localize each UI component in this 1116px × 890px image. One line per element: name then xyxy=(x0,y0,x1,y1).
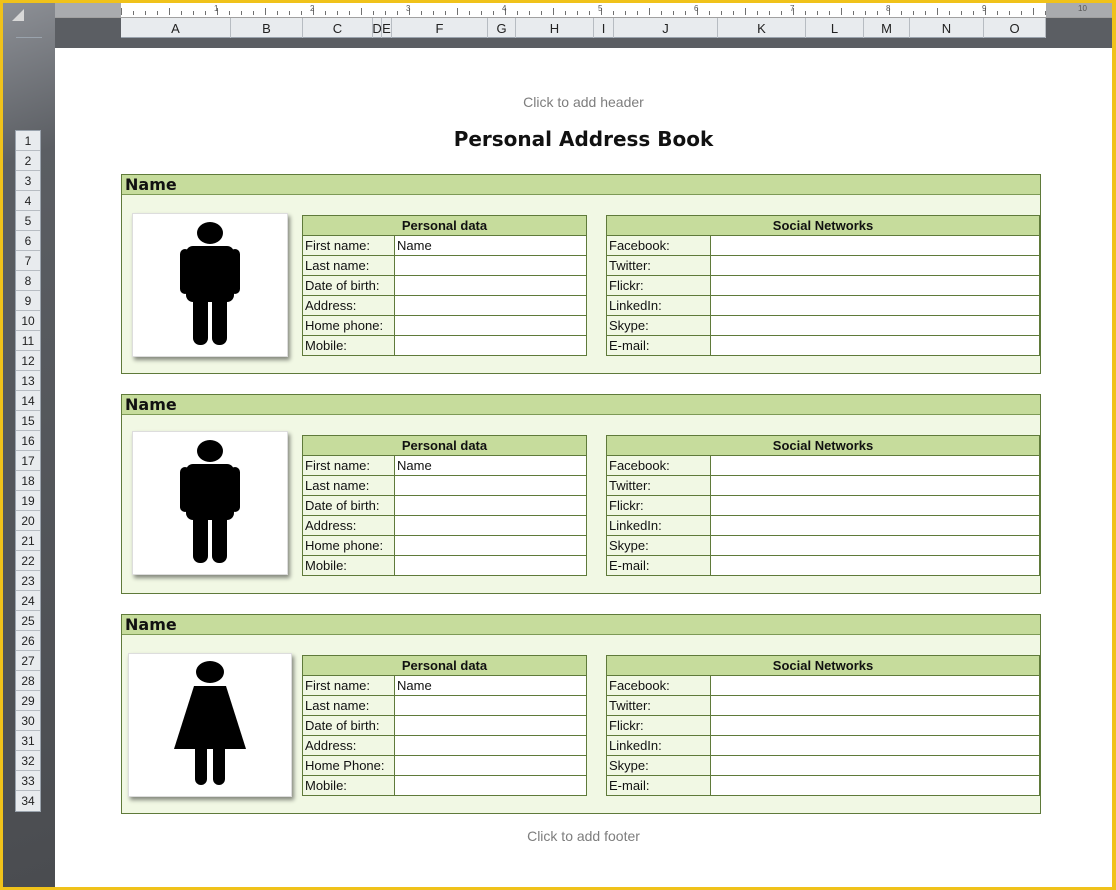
ruler-tick xyxy=(517,11,518,15)
column-header-h[interactable]: H xyxy=(516,18,594,38)
network-label: Flickr: xyxy=(607,276,711,296)
table-row xyxy=(303,716,587,736)
field-value-cell[interactable] xyxy=(395,536,587,556)
social-networks-title: Social Networks xyxy=(607,216,1040,236)
ruler-tick xyxy=(613,11,614,15)
network-value-cell[interactable] xyxy=(711,236,1040,256)
table-row xyxy=(303,236,587,256)
field-value-cell[interactable] xyxy=(395,476,587,496)
row-header-31[interactable]: 31 xyxy=(16,731,40,751)
field-value-cell[interactable] xyxy=(395,336,587,356)
field-label: Home Phone: xyxy=(303,756,395,776)
table-row xyxy=(607,236,1040,256)
table-row xyxy=(607,696,1040,716)
male-person-icon xyxy=(178,221,242,349)
network-label: Skype: xyxy=(607,756,711,776)
row-header-32[interactable]: 32 xyxy=(16,751,40,771)
field-value-cell[interactable]: Name xyxy=(395,676,587,696)
ruler-tick xyxy=(229,11,230,15)
row-header-2[interactable]: 2 xyxy=(16,151,40,171)
table-row xyxy=(607,496,1040,516)
row-header-33[interactable]: 33 xyxy=(16,771,40,791)
personal-data-title: Personal data xyxy=(303,656,587,676)
social-networks-table xyxy=(606,215,1040,356)
social-networks-table xyxy=(606,435,1040,576)
row-header-25[interactable]: 25 xyxy=(16,611,40,631)
ruler-tick xyxy=(733,11,734,15)
ruler-tick xyxy=(553,8,554,15)
field-label: Last name: xyxy=(303,476,395,496)
network-value-cell[interactable] xyxy=(711,676,1040,696)
ruler-tick xyxy=(637,11,638,15)
select-all-triangle-icon[interactable] xyxy=(12,9,24,21)
row-header-21[interactable]: 21 xyxy=(16,531,40,551)
network-label: LinkedIn: xyxy=(607,736,711,756)
ruler-tick xyxy=(433,11,434,15)
table-row xyxy=(303,516,587,536)
ruler-tick xyxy=(781,11,782,15)
ruler-tick xyxy=(1021,11,1022,15)
ruler-tick xyxy=(817,11,818,15)
contact-card xyxy=(121,174,1041,374)
ruler-tick xyxy=(913,11,914,15)
field-label: Mobile: xyxy=(303,336,395,356)
column-header-a[interactable]: A xyxy=(121,18,231,38)
row-header-11[interactable]: 11 xyxy=(16,331,40,351)
network-value-cell[interactable] xyxy=(711,476,1040,496)
ruler-tick xyxy=(301,11,302,15)
column-header-d[interactable]: D xyxy=(373,18,382,38)
excel-window xyxy=(3,3,1112,887)
row-header-26[interactable]: 26 xyxy=(16,631,40,651)
table-row xyxy=(607,476,1040,496)
social-networks-title: Social Networks xyxy=(607,656,1040,676)
male-person-icon xyxy=(178,439,242,567)
ruler-tick xyxy=(241,11,242,15)
ruler-tick xyxy=(445,11,446,15)
network-label: Facebook: xyxy=(607,236,711,256)
table-row xyxy=(607,316,1040,336)
ruler-tick xyxy=(769,11,770,15)
row-header-14[interactable]: 14 xyxy=(16,391,40,411)
column-header-j[interactable]: J xyxy=(614,18,718,38)
network-label: Twitter: xyxy=(607,696,711,716)
network-value-cell[interactable] xyxy=(711,336,1040,356)
column-header-m[interactable]: M xyxy=(864,18,910,38)
table-row xyxy=(607,296,1040,316)
ruler-number: 5 xyxy=(598,4,603,13)
row-header-8[interactable]: 8 xyxy=(16,271,40,291)
ruler-tick xyxy=(145,11,146,15)
contact-photo[interactable] xyxy=(132,431,288,575)
field-label: First name: xyxy=(303,456,395,476)
field-label: Mobile: xyxy=(303,556,395,576)
network-value-cell[interactable] xyxy=(711,776,1040,796)
table-row xyxy=(607,716,1040,736)
table-row xyxy=(607,736,1040,756)
ruler-tick xyxy=(277,11,278,15)
table-row xyxy=(607,776,1040,796)
network-value-cell[interactable] xyxy=(711,556,1040,576)
social-networks-title: Social Networks xyxy=(607,436,1040,456)
network-value-cell[interactable] xyxy=(711,456,1040,476)
network-value-cell[interactable] xyxy=(711,276,1040,296)
row-headers xyxy=(15,130,41,812)
table-row xyxy=(607,536,1040,556)
row-header-23[interactable]: 23 xyxy=(16,571,40,591)
field-label: Address: xyxy=(303,516,395,536)
field-value-cell[interactable] xyxy=(395,316,587,336)
network-value-cell[interactable] xyxy=(711,516,1040,536)
ruler-tick xyxy=(121,8,122,15)
field-label: Home phone: xyxy=(303,536,395,556)
table-row xyxy=(303,316,587,336)
ruler-tick xyxy=(157,11,158,15)
row-header-5[interactable]: 5 xyxy=(16,211,40,231)
row-header-24[interactable]: 24 xyxy=(16,591,40,611)
ruler-number: 3 xyxy=(406,4,411,13)
row-header-6[interactable]: 6 xyxy=(16,231,40,251)
column-header-c[interactable]: C xyxy=(303,18,373,38)
network-value-cell[interactable] xyxy=(711,256,1040,276)
row-header-17[interactable]: 17 xyxy=(16,451,40,471)
ruler-tick xyxy=(925,11,926,15)
ruler-left-margin[interactable] xyxy=(55,3,121,18)
ruler-tick xyxy=(289,11,290,15)
field-value-cell[interactable] xyxy=(395,696,587,716)
ruler-tick xyxy=(937,8,938,15)
ruler-tick xyxy=(757,11,758,15)
contact-name-cell[interactable]: Name xyxy=(122,395,1040,415)
personal-data-title: Personal data xyxy=(303,216,587,236)
ruler-tick xyxy=(181,11,182,15)
field-label: Date of birth: xyxy=(303,716,395,736)
network-label: E-mail: xyxy=(607,556,711,576)
network-value-cell[interactable] xyxy=(711,696,1040,716)
contact-card xyxy=(121,614,1041,814)
ruler-tick xyxy=(805,11,806,15)
field-value-cell[interactable] xyxy=(395,736,587,756)
female-person-icon xyxy=(172,661,248,789)
contact-photo[interactable] xyxy=(132,213,288,357)
row-header-10[interactable]: 10 xyxy=(16,311,40,331)
ruler-tick xyxy=(577,11,578,15)
row-header-divider xyxy=(16,37,42,38)
ruler-tick xyxy=(385,11,386,15)
row-header-20[interactable]: 20 xyxy=(16,511,40,531)
ruler-number: 4 xyxy=(502,4,507,13)
ruler-tick xyxy=(853,11,854,15)
ruler-tick xyxy=(133,11,134,15)
table-row xyxy=(607,516,1040,536)
ruler-tick xyxy=(685,11,686,15)
ruler-number: 1 xyxy=(214,4,219,13)
personal-data-table xyxy=(302,655,587,796)
contact-card xyxy=(121,394,1041,594)
row-header-28[interactable]: 28 xyxy=(16,671,40,691)
ruler-tick xyxy=(961,11,962,15)
network-label: LinkedIn: xyxy=(607,516,711,536)
ruler-tick xyxy=(457,8,458,15)
column-header-b[interactable]: B xyxy=(231,18,303,38)
ruler-tick xyxy=(829,11,830,15)
network-label: E-mail: xyxy=(607,776,711,796)
ruler-tick xyxy=(589,11,590,15)
ruler-tick xyxy=(949,11,950,15)
network-label: Skype: xyxy=(607,316,711,336)
field-value-cell[interactable] xyxy=(395,756,587,776)
ruler-tick xyxy=(529,11,530,15)
table-row xyxy=(303,496,587,516)
field-label: Last name: xyxy=(303,696,395,716)
network-value-cell[interactable] xyxy=(711,736,1040,756)
ruler-tick xyxy=(373,11,374,15)
network-value-cell[interactable] xyxy=(711,316,1040,336)
table-row xyxy=(303,276,587,296)
row-header-30[interactable]: 30 xyxy=(16,711,40,731)
field-value-cell[interactable] xyxy=(395,716,587,736)
table-row xyxy=(303,756,587,776)
network-label: Flickr: xyxy=(607,716,711,736)
ruler-tick xyxy=(1033,8,1034,15)
network-value-cell[interactable] xyxy=(711,296,1040,316)
row-header-22[interactable]: 22 xyxy=(16,551,40,571)
row-header-12[interactable]: 12 xyxy=(16,351,40,371)
field-value-cell[interactable] xyxy=(395,516,587,536)
page-title[interactable]: Personal Address Book xyxy=(453,127,714,151)
field-label: Mobile: xyxy=(303,776,395,796)
row-header-1[interactable]: 1 xyxy=(16,131,40,151)
network-label: LinkedIn: xyxy=(607,296,711,316)
network-label: Facebook: xyxy=(607,456,711,476)
social-networks-table xyxy=(606,655,1040,796)
ruler-tick xyxy=(193,11,194,15)
row-header-34[interactable]: 34 xyxy=(21,794,35,808)
table-row xyxy=(303,556,587,576)
ruler-tick xyxy=(877,11,878,15)
ruler-tick xyxy=(361,8,362,15)
ruler-number: 10 xyxy=(1078,4,1087,13)
field-label: Address: xyxy=(303,296,395,316)
table-row xyxy=(607,556,1040,576)
ruler-tick xyxy=(901,11,902,15)
field-value-cell[interactable] xyxy=(395,496,587,516)
column-header-l[interactable]: L xyxy=(806,18,864,38)
personal-data-table xyxy=(302,435,587,576)
contact-name-cell[interactable]: Name xyxy=(122,175,1040,195)
table-row xyxy=(607,256,1040,276)
table-row xyxy=(607,456,1040,476)
column-header-i[interactable]: I xyxy=(594,18,614,38)
network-value-cell[interactable] xyxy=(711,536,1040,556)
ruler-tick xyxy=(397,11,398,15)
ruler-tick xyxy=(673,11,674,15)
table-row xyxy=(303,676,587,696)
row-header-4[interactable]: 4 xyxy=(16,191,40,211)
ruler-tick xyxy=(481,11,482,15)
ruler-tick xyxy=(649,8,650,15)
ruler-number: 6 xyxy=(694,4,699,13)
field-label: First name: xyxy=(303,236,395,256)
select-all-corner[interactable] xyxy=(3,3,55,39)
field-label: First name: xyxy=(303,676,395,696)
field-label: Date of birth: xyxy=(303,496,395,516)
field-label: Address: xyxy=(303,736,395,756)
table-row xyxy=(303,536,587,556)
ruler-tick xyxy=(841,8,842,15)
row-header-19[interactable]: 19 xyxy=(16,491,40,511)
row-header-27[interactable]: 27 xyxy=(16,651,40,671)
add-header-placeholder[interactable]: Click to add header xyxy=(523,94,644,110)
network-label: Flickr: xyxy=(607,496,711,516)
field-value-cell[interactable] xyxy=(395,296,587,316)
table-row xyxy=(607,676,1040,696)
ruler-tick xyxy=(337,11,338,15)
ruler-tick xyxy=(745,8,746,15)
table-row xyxy=(303,456,587,476)
table-row xyxy=(303,696,587,716)
page-layout-sheet[interactable] xyxy=(55,48,1112,887)
field-value-cell[interactable] xyxy=(395,256,587,276)
ruler-tick xyxy=(253,11,254,15)
horizontal-ruler[interactable] xyxy=(55,3,1112,18)
network-label: Skype: xyxy=(607,536,711,556)
ruler-tick xyxy=(493,11,494,15)
network-label: E-mail: xyxy=(607,336,711,356)
ruler-tick xyxy=(661,11,662,15)
contact-name-cell[interactable]: Name xyxy=(122,615,1040,635)
table-row xyxy=(607,336,1040,356)
table-row xyxy=(303,776,587,796)
add-footer-placeholder[interactable]: Click to add footer xyxy=(527,828,640,844)
ruler-tick xyxy=(541,11,542,15)
ruler-tick xyxy=(721,11,722,15)
network-label: Twitter: xyxy=(607,476,711,496)
row-header-13[interactable]: 13 xyxy=(16,371,40,391)
row-header-7[interactable]: 7 xyxy=(16,251,40,271)
network-value-cell[interactable] xyxy=(711,496,1040,516)
field-value-cell[interactable]: Name xyxy=(395,236,587,256)
field-value-cell[interactable]: Name xyxy=(395,456,587,476)
field-label: Date of birth: xyxy=(303,276,395,296)
contact-photo[interactable] xyxy=(128,653,292,797)
ruler-tick xyxy=(265,8,266,15)
table-row xyxy=(303,296,587,316)
column-header-g[interactable]: G xyxy=(488,18,516,38)
field-label: Last name: xyxy=(303,256,395,276)
ruler-number: 7 xyxy=(790,4,795,13)
field-value-cell[interactable] xyxy=(395,556,587,576)
ruler-tick xyxy=(1045,11,1046,15)
ruler-tick xyxy=(205,11,206,15)
field-value-cell[interactable] xyxy=(395,776,587,796)
table-row xyxy=(303,476,587,496)
ruler-tick xyxy=(325,11,326,15)
personal-data-table xyxy=(302,215,587,356)
network-label: Facebook: xyxy=(607,676,711,696)
ruler-tick xyxy=(865,11,866,15)
table-row xyxy=(607,756,1040,776)
row-header-16[interactable]: 16 xyxy=(16,431,40,451)
row-header-29[interactable]: 29 xyxy=(16,691,40,711)
ruler-number: 9 xyxy=(982,4,987,13)
table-row xyxy=(607,276,1040,296)
row-header-3[interactable]: 3 xyxy=(16,171,40,191)
ruler-tick xyxy=(469,11,470,15)
column-header-k[interactable]: K xyxy=(718,18,806,38)
ruler-tick xyxy=(709,11,710,15)
table-row xyxy=(303,736,587,756)
ruler-tick xyxy=(421,11,422,15)
column-header-e[interactable]: E xyxy=(382,18,392,38)
ruler-tick xyxy=(973,11,974,15)
ruler-tick xyxy=(565,11,566,15)
column-headers xyxy=(121,18,1046,38)
table-row xyxy=(303,336,587,356)
row-header-9[interactable]: 9 xyxy=(16,291,40,311)
row-header-18[interactable]: 18 xyxy=(16,471,40,491)
ruler-number: 8 xyxy=(886,4,891,13)
field-value-cell[interactable] xyxy=(395,276,587,296)
column-header-n[interactable]: N xyxy=(910,18,984,38)
ruler-tick xyxy=(997,11,998,15)
personal-data-title: Personal data xyxy=(303,436,587,456)
ruler-tick xyxy=(169,8,170,15)
ruler-tick xyxy=(625,11,626,15)
ruler-tick xyxy=(349,11,350,15)
ruler-tick xyxy=(1009,11,1010,15)
table-row xyxy=(303,256,587,276)
column-header-f[interactable]: F xyxy=(392,18,488,38)
network-value-cell[interactable] xyxy=(711,756,1040,776)
ruler-number: 2 xyxy=(310,4,315,13)
field-label: Home phone: xyxy=(303,316,395,336)
network-label: Twitter: xyxy=(607,256,711,276)
column-header-o[interactable]: O xyxy=(984,18,1046,38)
network-value-cell[interactable] xyxy=(711,716,1040,736)
row-header-15[interactable]: 15 xyxy=(16,411,40,431)
